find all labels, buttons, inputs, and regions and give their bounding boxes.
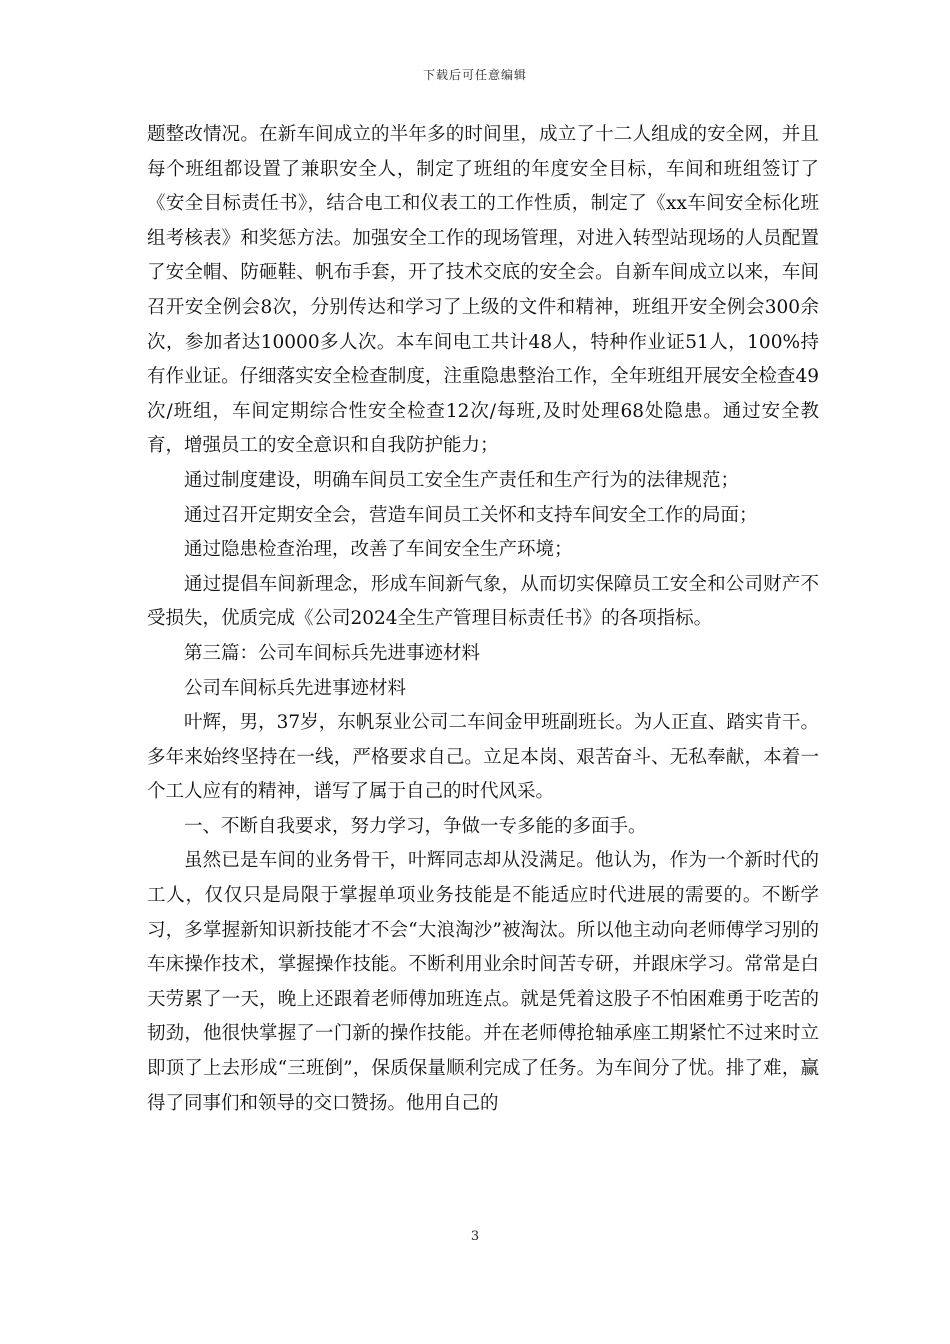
document-body	[147, 118, 819, 1121]
page-header: 下载后可任意编辑	[422, 68, 527, 82]
paragraph: 通过制度建设，明确车间员工安全生产责任和生产行为的法律规范；	[184, 469, 740, 491]
paragraph: 题整改情况。在新车间成立的半年多的时间里，成立了十二人组成的安全网，并且每个班组都设置了兼职安全人，制定了班组的年度安全目标，车间和班组签订了《安全目标责任书》，结合电工和仪表工的工作性质，制定了《xx车间安全标化班组考核表》和奖惩方法。加强安全工作的现场管理，对进入转型站现场的人员配置了安全帽、防砸鞋、帆布手套，开了技术交底的安全会。自新车间成立以来，车间召开安全例会8次，分别传达和学习了上级的文件和精神，班组开安全例会300余次，参加者达10000多人次。本车间电工共计48人，特种作业证51人，100%持有作业证。仔细落实安全检查制度，注重隐患整治工作，全年班组开展安全检查49次/班组，车间定期综合性安全检查12次/每班,及时处理68处隐患。通过安全教育，增强员工的安全意识和自我防护能力；	[147, 124, 819, 457]
article-title: 公司车间标兵先进事迹材料	[184, 677, 407, 699]
page-number: 3	[470, 1229, 480, 1244]
paragraph: 通过召开定期安全会，营造车间员工关怀和支持车间安全工作的局面；	[184, 504, 758, 526]
subsection-heading: 一、不断自我要求，努力学习，争做一专多能的多面手。	[184, 815, 647, 837]
section-heading: 第三篇：公司车间标兵先进事迹材料	[184, 642, 481, 664]
paragraph: 通过提倡车间新理念，形成车间新气象，从而切实保障员工安全和公司财产不受损失，优质完成《公司2024全生产管理目标责任书》的各项指标。	[147, 573, 819, 630]
paragraph: 虽然已是车间的业务骨干，叶辉同志却从没满足。他认为，作为一个新时代的工人，仅仅只是局限于掌握单项业务技能是不能适应时代进展的需要的。不断学习，多掌握新知识新技能才不会“大浪淘沙”被淘汰。所以他主动向老师傅学习别的车床操作技术，掌握操作技能。不断利用业余时间苦专研，并跟床学习。常常是白天劳累了一天，晚上还跟着老师傅加班连点。就是凭着这股子不怕困难勇于吃苦的韧劲，他很快掌握了一门新的操作技能。并在老师傅抢轴承座工期紧忙不过来时立即顶了上去形成“三班倒”，保质保量顺利完成了任务。为车间分了忧。排了难，赢得了同事们和领导的交口赞扬。他用自己的	[147, 850, 819, 1114]
paragraph: 叶辉，男，37岁，东帆泵业公司二车间金甲班副班长。为人正直、踏实肯干。多年来始终坚持在一线，严格要求自己。立足本岗、艰苦奋斗、无私奉献，本着一个工人应有的精神，谱写了属于自己的时代风采。	[147, 712, 819, 803]
paragraph: 通过隐患检查治理，改善了车间安全生产环境；	[184, 539, 573, 561]
